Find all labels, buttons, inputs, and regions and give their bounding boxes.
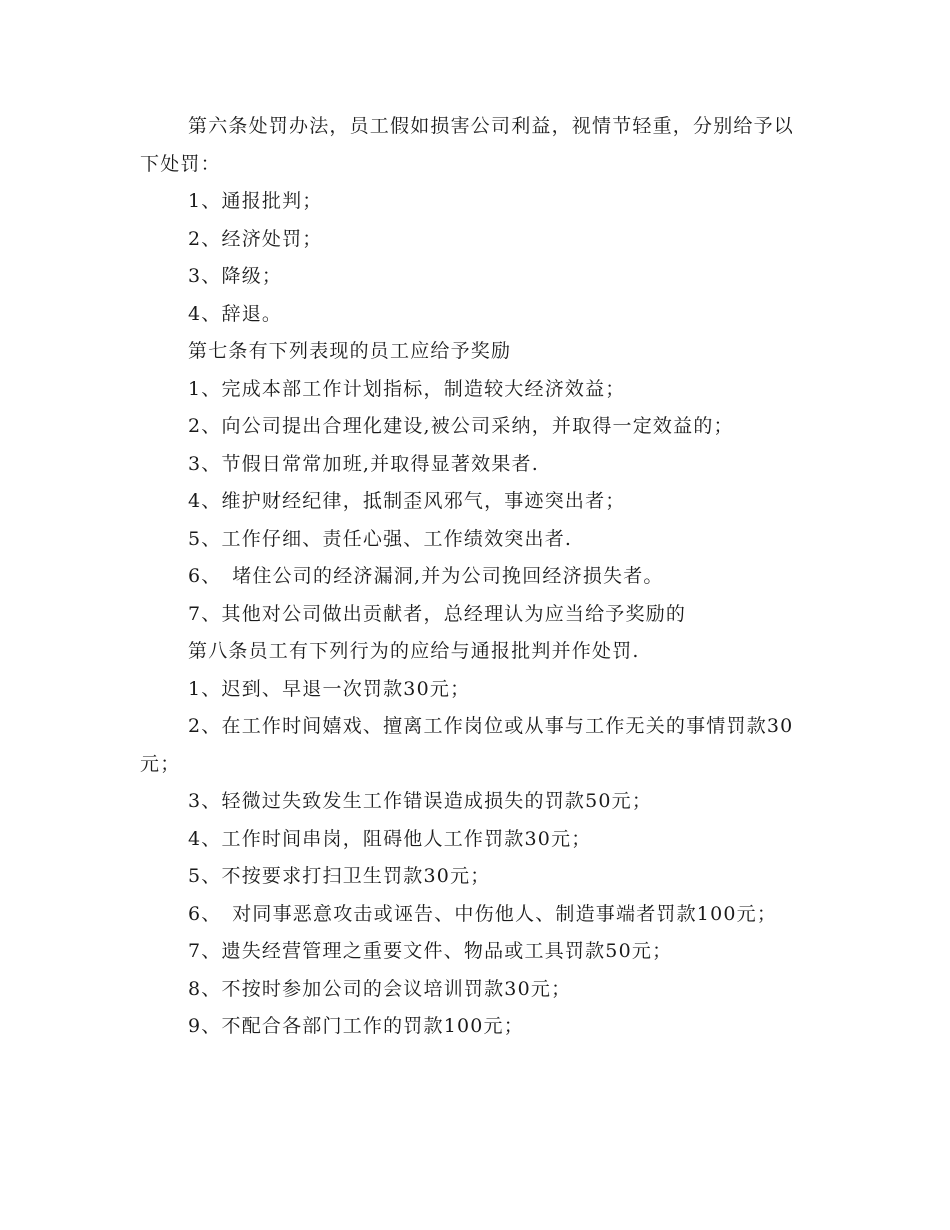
section-7-item-6: 6、 堵住公司的经济漏洞,并为公司挽回经济损失者。 xyxy=(188,565,664,587)
section-8-item-3: 3、轻微过失致发生工作错误造成损失的罚款50元； xyxy=(188,790,653,812)
section-7-item-5: 5、工作仔细、责任心强、工作绩效突出者. xyxy=(188,527,573,550)
section-6-heading: 第六条处罚办法，员工假如损害公司利益，视情节轻重，分别给予以下处罚： xyxy=(140,115,795,175)
section-7-item-1: 1、完成本部工作计划指标，制造较大经济效益； xyxy=(188,377,626,400)
section-6-item-3: 3、降级； xyxy=(188,265,283,287)
section-7-heading: 第七条有下列表现的员工应给予奖励 xyxy=(188,340,512,362)
section-8-item-8: 8、不按时参加公司的会议培训罚款30元； xyxy=(188,977,572,1000)
section-7-item-4: 4、维护财经纪律，抵制歪风邪气，事迹突出者； xyxy=(188,490,626,512)
section-8-heading: 第八条员工有下列行为的应给与通报批判并作处罚. xyxy=(188,640,640,662)
section-8-item-4: 4、工作时间串岗，阻碍他人工作罚款30元； xyxy=(188,827,592,850)
section-6-item-1: 1、通报批判； xyxy=(188,190,323,212)
section-7-item-2: 2、向公司提出合理化建设,被公司采纳，并取得一定效益的； xyxy=(188,415,734,437)
section-8-item-2: 2、在工作时间嬉戏、擅离工作岗位或从事与工作无关的事情罚款30元； xyxy=(140,715,794,775)
section-8-item-6: 6、 对同事恶意攻击或诬告、中伤他人、制造事端者罚款100元； xyxy=(188,902,778,925)
section-6-item-4: 4、辞退。 xyxy=(188,302,283,325)
section-7-item-7: 7、其他对公司做出贡献者，总经理认为应当给予奖励的 xyxy=(188,602,687,625)
section-8-item-7: 7、遗失经营管理之重要文件、物品或工具罚款50元； xyxy=(188,940,673,962)
section-8-item-5: 5、不按要求打扫卫生罚款30元； xyxy=(188,865,491,887)
section-7-item-3: 3、节假日常常加班,并取得显著效果者. xyxy=(188,452,539,475)
section-6-item-2: 2、经济处罚； xyxy=(188,227,323,250)
section-8-item-1: 1、迟到、早退一次罚款30元； xyxy=(188,677,471,700)
section-8-item-9: 9、不配合各部门工作的罚款100元； xyxy=(188,1015,524,1037)
document-body xyxy=(140,108,812,1046)
